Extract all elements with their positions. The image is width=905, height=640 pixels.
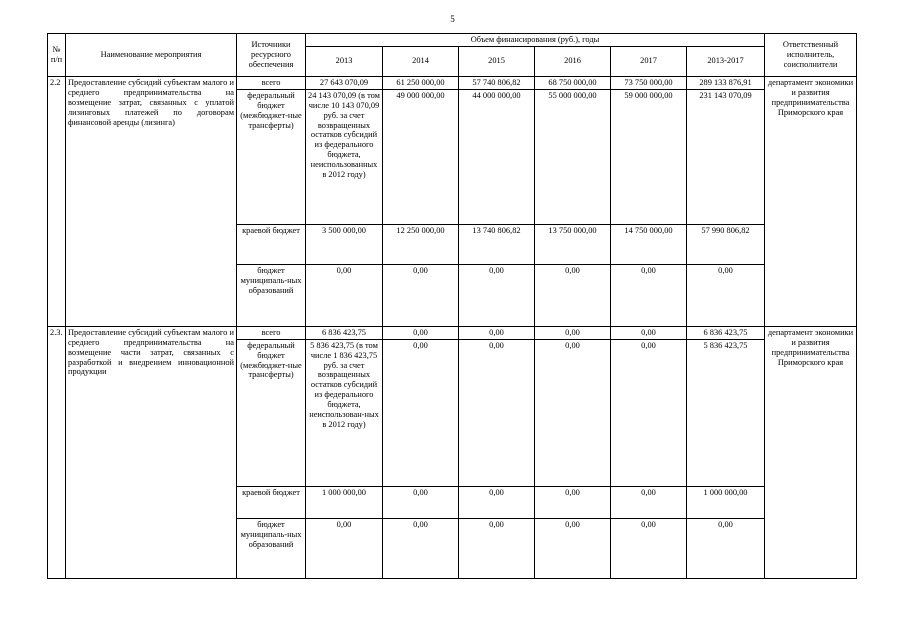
item-number: 2.2 <box>48 76 66 326</box>
value-cell: 27 643 070,09 <box>306 76 383 89</box>
value-cell: 57 740 806,82 <box>459 76 535 89</box>
value-cell: 57 990 806,82 <box>687 224 765 264</box>
value-cell: 289 133 876,91 <box>687 76 765 89</box>
value-cell: 0,00 <box>535 486 611 518</box>
value-cell: 59 000 000,00 <box>611 89 687 224</box>
header-executor: Ответственный исполнитель, соисполнители <box>765 34 857 77</box>
value-cell: 6 836 423,75 <box>306 326 383 339</box>
value-cell: 0,00 <box>535 264 611 326</box>
value-cell: 0,00 <box>383 264 459 326</box>
value-cell: 0,00 <box>611 326 687 339</box>
value-cell: 5 836 423,75 <box>687 339 765 486</box>
value-cell: 0,00 <box>687 264 765 326</box>
source-label: всего <box>237 326 306 339</box>
value-cell: 0,00 <box>383 326 459 339</box>
value-cell: 0,00 <box>611 486 687 518</box>
value-cell: 5 836 423,75 (в том числе 1 836 423,75 руб. за счет возвращенных остатков субсидий из федерального бюджета, неиспользован-ных в 2012 году) <box>306 339 383 486</box>
value-cell: 0,00 <box>535 326 611 339</box>
item-name: Предоставление субсидий субъектам малого и среднего предпринимательства на возмещение затрат, связанных с уплатой лизинговых платежей по договорам финансовой аренды (лизинга) <box>66 76 237 326</box>
value-cell: 73 750 000,00 <box>611 76 687 89</box>
value-cell: 13 750 000,00 <box>535 224 611 264</box>
value-cell: 0,00 <box>383 486 459 518</box>
value-cell: 61 250 000,00 <box>383 76 459 89</box>
value-cell: 49 000 000,00 <box>383 89 459 224</box>
value-cell: 44 000 000,00 <box>459 89 535 224</box>
value-cell: 6 836 423,75 <box>687 326 765 339</box>
header-funding: Объем финансирования (руб.), годы <box>306 34 765 47</box>
header-year: 2013 <box>306 46 383 76</box>
value-cell: 0,00 <box>459 518 535 578</box>
value-cell: 0,00 <box>306 518 383 578</box>
value-cell: 231 143 070,09 <box>687 89 765 224</box>
value-cell: 0,00 <box>459 264 535 326</box>
value-cell: 0,00 <box>459 339 535 486</box>
item-name: Предоставление субсидий субъектам малого и среднего предпринимательства на возмещение части затрат, связанных с разработкой и внедрением инновационной продукции <box>66 326 237 578</box>
value-cell: 68 750 000,00 <box>535 76 611 89</box>
source-label: бюджет муниципаль-ных образований <box>237 264 306 326</box>
value-cell: 1 000 000,00 <box>306 486 383 518</box>
value-cell: 3 500 000,00 <box>306 224 383 264</box>
source-label: федеральный бюджет (межбюджет-ные трансферты) <box>237 339 306 486</box>
item-number: 2.3. <box>48 326 66 578</box>
value-cell: 1 000 000,00 <box>687 486 765 518</box>
header-year: 2014 <box>383 46 459 76</box>
value-cell: 0,00 <box>611 339 687 486</box>
header-no: № п/п <box>48 34 66 77</box>
executor: департамент экономики и развития предпринимательства Приморского края <box>765 326 857 578</box>
table-row <box>48 326 857 339</box>
table-row <box>48 76 857 89</box>
source-label: краевой бюджет <box>237 224 306 264</box>
header-year: 2015 <box>459 46 535 76</box>
page-number: 5 <box>450 14 455 24</box>
executor: департамент экономики и развития предпринимательства Приморского края <box>765 76 857 326</box>
value-cell: 13 740 806,82 <box>459 224 535 264</box>
header-source: Источники ресурсного обеспечения <box>237 34 306 77</box>
value-cell: 0,00 <box>459 486 535 518</box>
header-year: 2017 <box>611 46 687 76</box>
funding-table <box>47 33 857 579</box>
value-cell: 0,00 <box>611 518 687 578</box>
value-cell: 14 750 000,00 <box>611 224 687 264</box>
source-label: бюджет муниципаль-ных образований <box>237 518 306 578</box>
value-cell: 12 250 000,00 <box>383 224 459 264</box>
header-year: 2016 <box>535 46 611 76</box>
value-cell: 0,00 <box>383 518 459 578</box>
value-cell: 0,00 <box>306 264 383 326</box>
value-cell: 0,00 <box>535 518 611 578</box>
value-cell: 0,00 <box>687 518 765 578</box>
value-cell: 24 143 070,09 (в том числе 10 143 070,09 руб. за счет возвращенных остатков субсидий из федерального бюджета, неиспользованных в 2012 году) <box>306 89 383 224</box>
header-year: 2013-2017 <box>687 46 765 76</box>
source-label: краевой бюджет <box>237 486 306 518</box>
source-label: федеральный бюджет (межбюджет-ные трансферты) <box>237 89 306 224</box>
value-cell: 55 000 000,00 <box>535 89 611 224</box>
value-cell: 0,00 <box>611 264 687 326</box>
value-cell: 0,00 <box>383 339 459 486</box>
value-cell: 0,00 <box>459 326 535 339</box>
source-label: всего <box>237 76 306 89</box>
header-name: Наименование мероприятия <box>66 34 237 77</box>
value-cell: 0,00 <box>535 339 611 486</box>
